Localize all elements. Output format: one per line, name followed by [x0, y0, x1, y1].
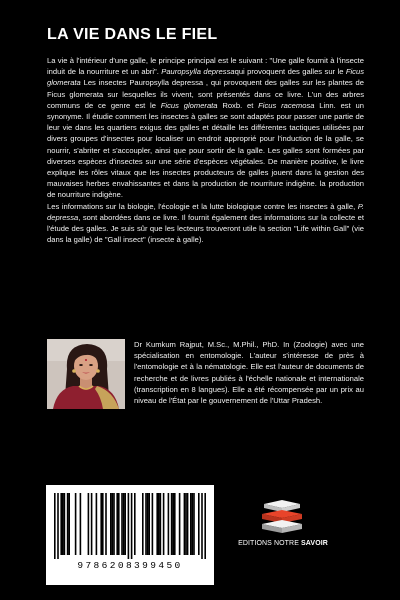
isbn-barcode [46, 485, 214, 585]
barcode-bar [60, 493, 62, 555]
barcode-bar [201, 493, 203, 559]
barcode-bar [187, 493, 189, 555]
barcode-bar [145, 493, 147, 555]
barcode-bars [54, 493, 206, 559]
species-name: Ficus glomerata [160, 100, 218, 110]
barcode-bar [88, 493, 90, 555]
description-text: Les insectes Pauropsylla depressa , qui provoquent des galles sur les plantes de Ficus glomerata sur lesquelles ils vivent, sont présentés dans ce livre. L'un des arbres communs de ce genre est le [47, 78, 364, 110]
description-text: , sont abordées dans ce livre. Il fournit également des informations sur la collecte et l'étude des galles. Je suis sûr que les lecteurs trouveront utile la section "Life within Gall" (vie dans la galle) de "Gall insect" (insecte à galle). [47, 212, 364, 245]
book-title: LA VIE DANS LE FIEL [47, 26, 218, 43]
publisher-logo [258, 498, 306, 536]
barcode-bar [148, 493, 150, 555]
barcode-bar [134, 493, 136, 555]
description-text: Linn. est un synonyme. Il étudie comment les insectes à galles se sont adaptés pour passer une partie de leur vie dans les quartiers exigus des galles et détaille les différentes tactiques utilisées par divers groupes d'insectes pour localiser un endroit approprié pour l'induction de la galle, se nourrir, s'abriter et s'accoupler, ainsi que pour sortir de la galle. Les galles sont formées par diverses espèces d'insectes sur une série d'espèces végétales. De manière positive, le livre explique les rôles vitaux que les insectes producteurs de galles jouent dans la gestion des mauvaises herbes envahissantes et dans la production de nourriture indigène. la production de nourriture indigène. [47, 100, 364, 200]
description-text: Roxb. et [217, 100, 259, 110]
barcode-bar [193, 493, 195, 555]
description-paragraph-1 [47, 55, 364, 201]
barcode-bar [179, 493, 181, 555]
species-name: Ficus glomerata [47, 67, 365, 88]
publisher-name-bold: SAVOIR [301, 540, 328, 547]
publisher-name-prefix: EDITIONS NOTRE [238, 540, 302, 547]
book-stack-icon [258, 498, 306, 536]
description-text: qui provoquent des galles sur le [234, 67, 346, 77]
barcode-bar [68, 493, 70, 555]
barcode-bar [185, 493, 187, 555]
barcode-bar [198, 493, 200, 555]
barcode-bar [158, 493, 160, 555]
barcode-bar [113, 493, 115, 555]
publisher-name [233, 540, 333, 547]
barcode-bar [57, 493, 59, 559]
barcode-bar [121, 493, 123, 555]
barcode-bar [131, 493, 133, 559]
barcode-bar [204, 493, 206, 559]
author-bio: Dr Kumkum Rajput, M.Sc., M.Phil., PhD. In (Zoologie) avec une spécialisation en entomologie. L'auteur s'intéresse de près à l'entomologie et à la nématologie. Elle est l'auteur de documents de recherche et de livres publiés à l'échelle nationale et internationale (transcription en 8 langues). Elle a été récompensée par un prix au niveau de l'État par le gouvernement de l'Uttar Pradesh. [134, 340, 364, 406]
barcode-bar [62, 493, 64, 555]
barcode-bar [172, 493, 174, 555]
barcode-bar [118, 493, 120, 555]
barcode-bar [102, 493, 104, 555]
barcode-bar [67, 493, 69, 555]
description-text: Les informations sur la biologie, l'écologie et la lutte biologique contre les insectes à galle, [47, 201, 358, 211]
barcode-bar [192, 493, 194, 555]
description-paragraph-2 [47, 201, 364, 246]
barcode-bar [80, 493, 82, 555]
species-name: Pauropsylla depressa [161, 67, 235, 77]
description-text: La vie à l'intérieur d'une galle, le principe principal est le suivant : "Une galle fournit à l'insecte induit de la nourriture et un abri". [47, 56, 364, 77]
barcode-bar [123, 493, 125, 555]
barcode-bar [156, 493, 158, 555]
barcode-bar [116, 493, 118, 555]
barcode-bar [190, 493, 192, 555]
author-portrait-icon [47, 339, 125, 409]
barcode-bar [142, 493, 144, 555]
barcode-bar [100, 493, 102, 555]
barcode-bar [96, 493, 98, 555]
barcode-bar [174, 493, 176, 555]
barcode-bar [54, 493, 56, 559]
barcode-bar [171, 493, 173, 555]
author-photo [47, 339, 125, 409]
barcode-bar [128, 493, 130, 559]
book-description [47, 55, 364, 245]
barcode-bar [124, 493, 126, 555]
barcode-bar [184, 493, 186, 555]
barcode-bar [91, 493, 93, 555]
isbn-number: 9786208399450 [77, 560, 183, 571]
barcode-bar [152, 493, 154, 555]
barcode-bar [160, 493, 162, 555]
barcode-bar [64, 493, 66, 555]
barcode-bar [112, 493, 114, 555]
barcode-bar [163, 493, 165, 555]
barcode-bar [75, 493, 77, 555]
barcode-bar [147, 493, 149, 555]
species-name: P. depressa [47, 201, 364, 222]
species-name: Ficus racemosa [258, 100, 315, 110]
barcode-bar [105, 493, 107, 555]
barcode-bar [110, 493, 112, 555]
barcode-bar [168, 493, 170, 555]
